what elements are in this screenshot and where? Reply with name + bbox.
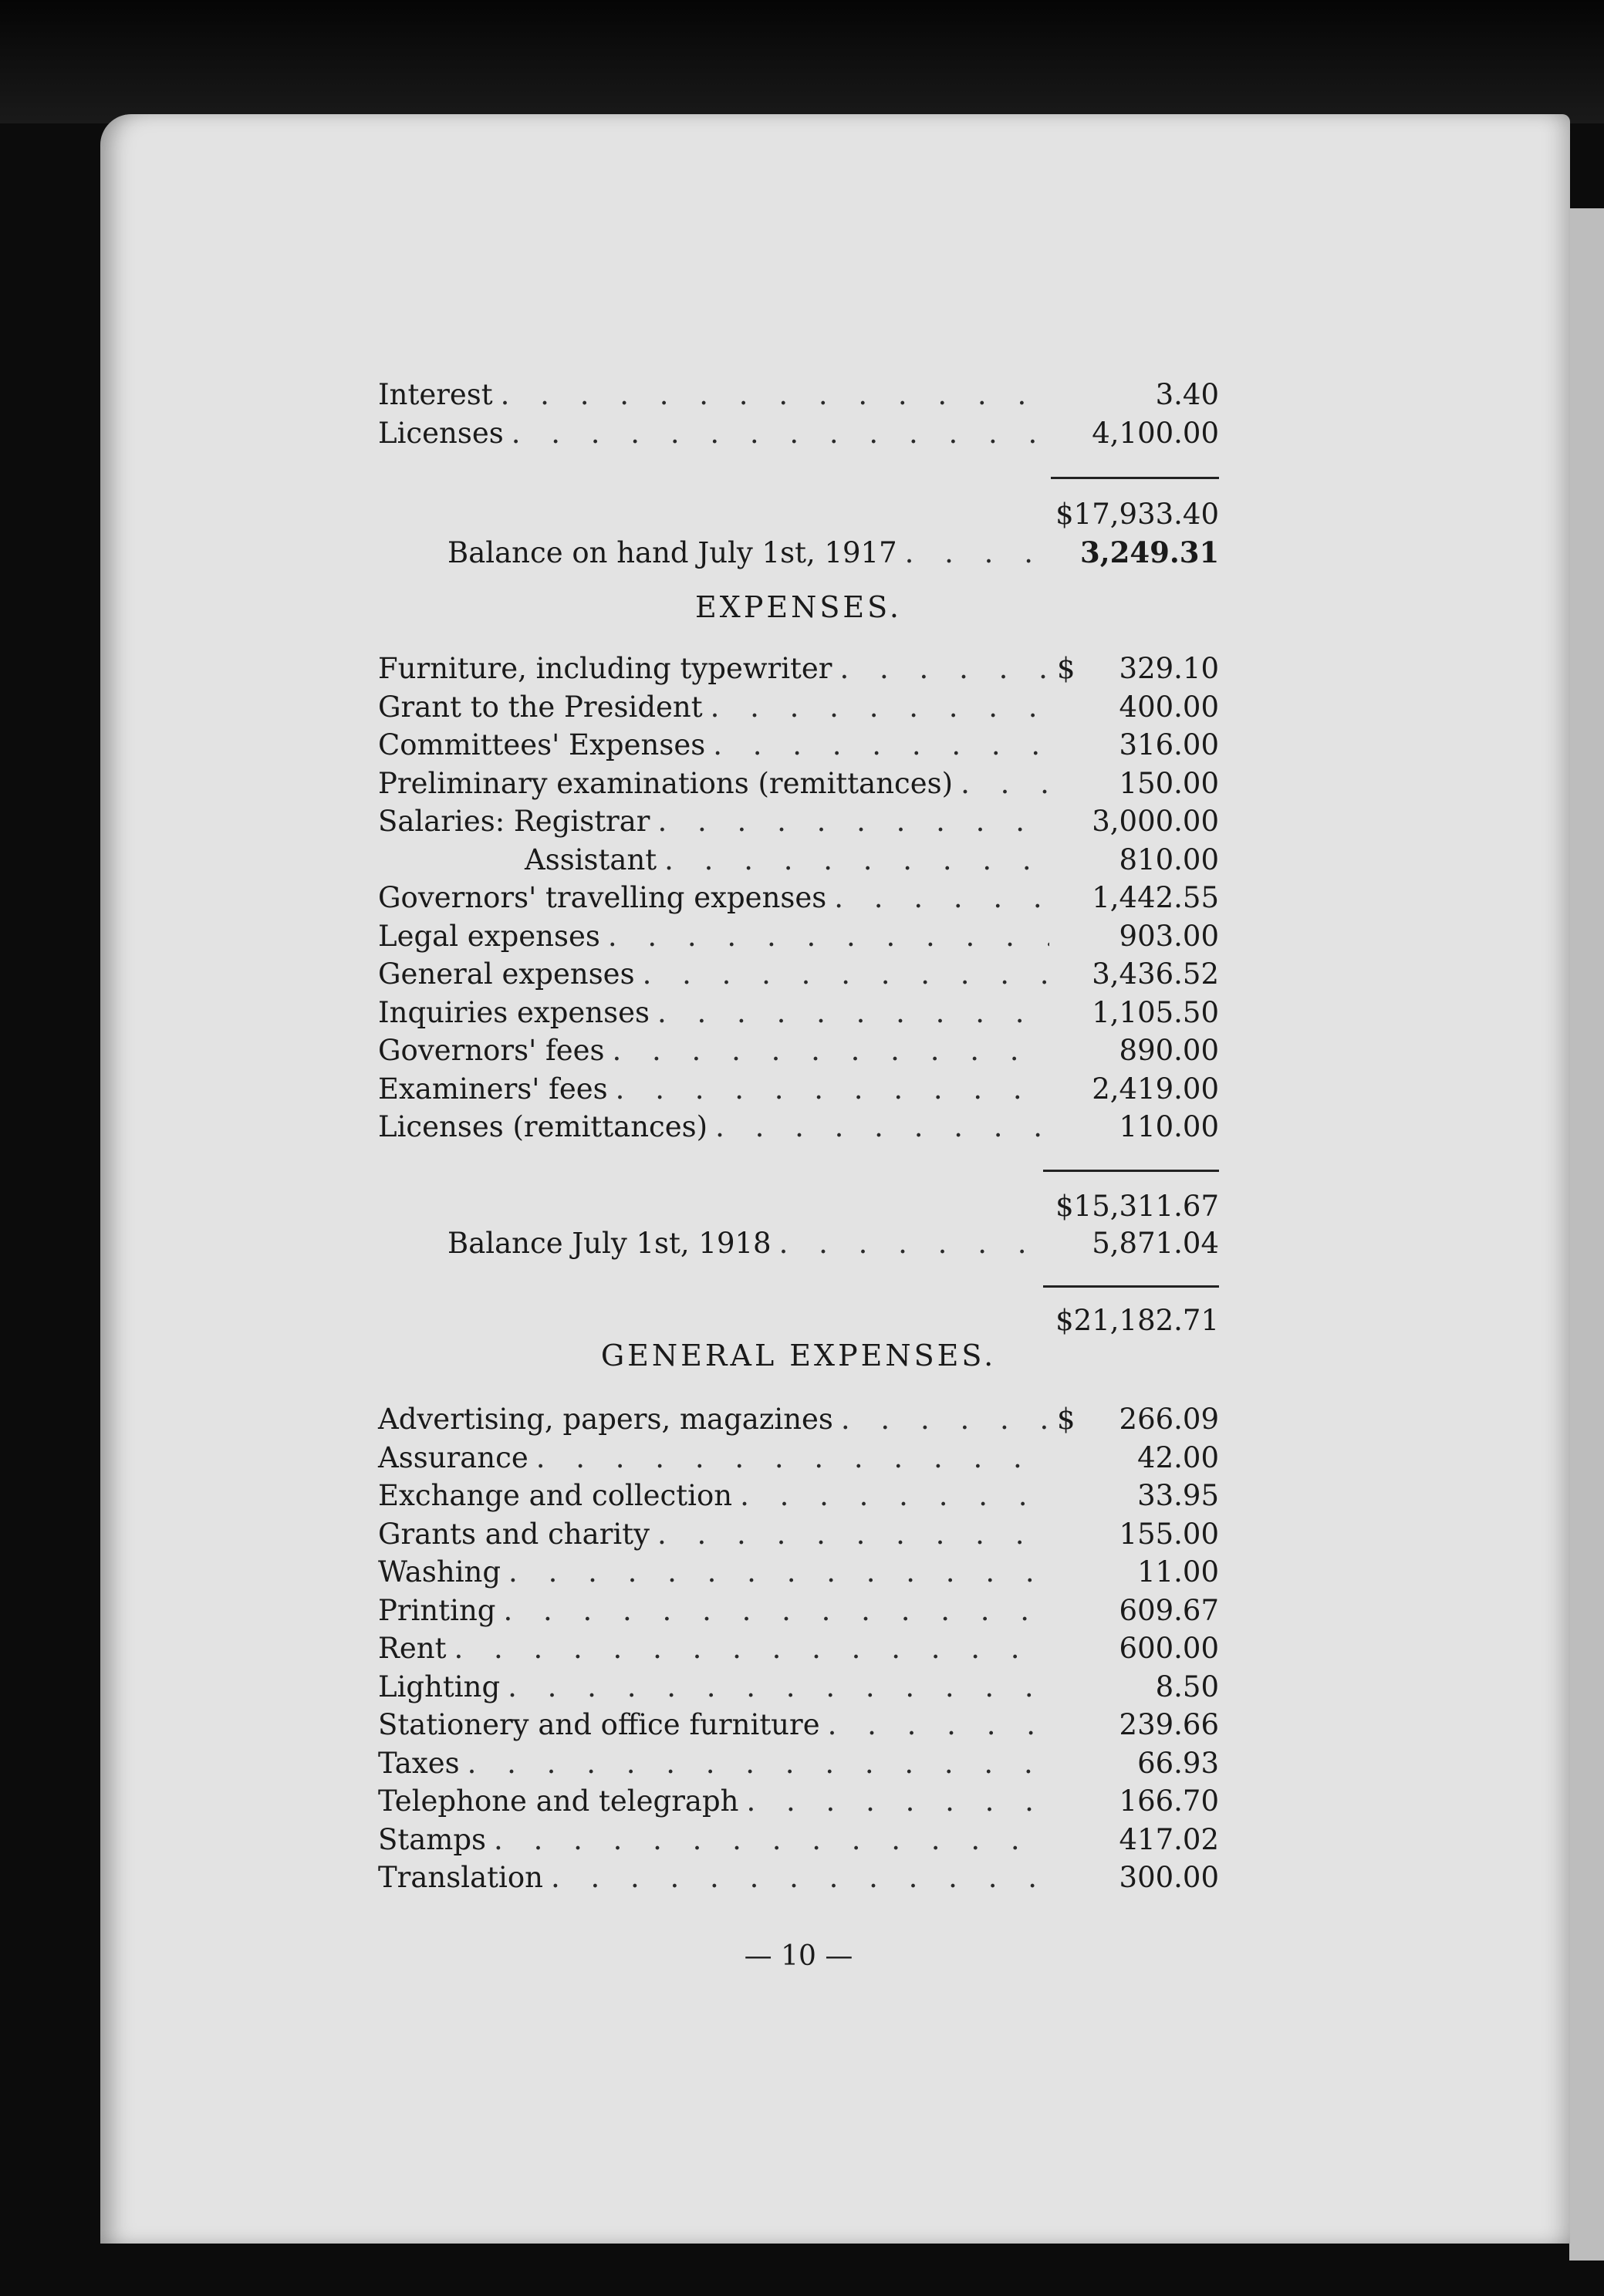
- row-dollar-sign: $: [1057, 652, 1076, 685]
- row-label: Telephone and telegraph: [378, 1784, 739, 1818]
- row-amount: 5,871.04: [1092, 1227, 1219, 1260]
- row-amount: 600.00: [1119, 1632, 1219, 1665]
- sum-rule: [1051, 477, 1219, 479]
- dot-leader: [503, 1594, 1049, 1627]
- row-amount: 8.50: [1155, 1670, 1219, 1703]
- row-dollar-sign: $: [1057, 1403, 1076, 1436]
- dot-leader: [613, 1034, 1049, 1067]
- dot-leader: [905, 536, 1049, 569]
- ledger-row: [378, 1632, 1219, 1669]
- row-amount: 316.00: [1119, 728, 1219, 761]
- dot-leader: [840, 652, 1050, 685]
- dot-leader: [657, 1518, 1049, 1551]
- row-amount: 810.00: [1119, 842, 1219, 876]
- ledger-row: [378, 920, 1219, 957]
- row-amount: 3,000.00: [1092, 805, 1219, 838]
- dot-leader: [961, 767, 1049, 800]
- row-label: Governors' travelling expenses: [378, 881, 827, 914]
- dot-leader: [454, 1632, 1049, 1665]
- row-label: Preliminary examinations (remittances): [378, 766, 954, 800]
- row-label: Licenses (remittances): [378, 1110, 708, 1143]
- row-amount: 4,100.00: [1092, 417, 1219, 450]
- row-label: Interest: [378, 378, 493, 411]
- row-label: Taxes: [378, 1746, 460, 1780]
- dot-leader: [841, 1403, 1049, 1436]
- dot-leader: [658, 805, 1050, 838]
- row-label: Printing: [378, 1593, 496, 1627]
- dot-leader: [834, 881, 1049, 914]
- row-amount: 903.00: [1119, 919, 1219, 953]
- ledger-row: [378, 1670, 1219, 1707]
- row-label: General expenses: [378, 957, 635, 991]
- row-amount: 329.10: [1119, 652, 1219, 685]
- row-label: Advertising, papers, magazines: [378, 1403, 833, 1436]
- ledger-row: [378, 1441, 1219, 1478]
- row-amount: 1,442.55: [1092, 881, 1219, 914]
- dot-leader: [616, 1072, 1049, 1106]
- ledger-row: [378, 1072, 1219, 1109]
- ledger-row: [378, 1861, 1219, 1898]
- row-amount: 400.00: [1119, 690, 1219, 724]
- ledger-row: [378, 1594, 1219, 1631]
- row-label: Balance July 1st, 1918: [447, 1227, 772, 1260]
- dot-leader: [512, 417, 1049, 450]
- scan-border: [0, 0, 1604, 123]
- row-label: Rent: [378, 1632, 447, 1665]
- income-total: $17,933.40: [1055, 498, 1219, 531]
- row-label: Stationery and office furniture: [378, 1708, 820, 1741]
- ledger-row: [378, 957, 1219, 994]
- ledger-row: [378, 690, 1219, 728]
- ledger-row: [378, 881, 1219, 918]
- ledger-row: [378, 378, 1219, 415]
- row-amount: 609.67: [1119, 1593, 1219, 1627]
- row-label: Committees' Expenses: [378, 728, 706, 761]
- row-label: Governors' fees: [378, 1034, 605, 1067]
- row-label: Assistant: [525, 842, 657, 876]
- dot-leader: [740, 1479, 1049, 1512]
- grand-total: $21,182.71: [1055, 1304, 1219, 1337]
- ledger-row: [378, 1708, 1219, 1745]
- adjacent-page-edge: [1569, 208, 1604, 2261]
- ledger-row: [378, 843, 1219, 880]
- row-amount: 155.00: [1119, 1517, 1219, 1551]
- row-amount: 3,436.52: [1092, 957, 1219, 991]
- row-label: Grant to the President: [378, 690, 703, 724]
- dot-leader: [643, 957, 1049, 991]
- row-label: Salaries: Registrar: [378, 805, 650, 838]
- row-amount: 239.66: [1119, 1708, 1219, 1741]
- row-label: Exchange and collection: [378, 1479, 733, 1512]
- row-label: Examiners' fees: [378, 1072, 608, 1106]
- row-label: Washing: [378, 1555, 501, 1589]
- ledger-row: [378, 1110, 1219, 1147]
- row-amount: 266.09: [1119, 1403, 1219, 1436]
- dot-leader: [779, 1227, 1049, 1260]
- row-label: Legal expenses: [378, 919, 600, 953]
- ledger-row: [378, 996, 1219, 1033]
- dot-leader: [508, 1555, 1049, 1589]
- row-amount: 1,105.50: [1092, 995, 1219, 1029]
- row-label: Translation: [378, 1861, 543, 1894]
- dot-leader: [711, 690, 1049, 724]
- ledger-row: [378, 805, 1219, 842]
- row-label: Inquiries expenses: [378, 995, 650, 1029]
- ledger-row: [378, 1034, 1219, 1071]
- row-label: Licenses: [378, 417, 504, 450]
- ledger-row-balance: [378, 1227, 1219, 1264]
- sum-rule: [1043, 1170, 1219, 1172]
- expenses-heading: EXPENSES.: [695, 590, 902, 624]
- dot-leader: [713, 728, 1049, 761]
- row-amount: 166.70: [1119, 1784, 1219, 1818]
- ledger-row-balance: [378, 535, 1219, 572]
- row-label: Grants and charity: [378, 1517, 650, 1551]
- ledger-row: [378, 1555, 1219, 1592]
- ledger-row: [378, 1479, 1219, 1516]
- row-label: Assurance: [378, 1440, 528, 1474]
- dot-leader: [508, 1670, 1049, 1703]
- ledger-row: [378, 652, 1219, 689]
- ledger-row: [378, 1823, 1219, 1860]
- general-expenses-heading: GENERAL EXPENSES.: [600, 1339, 997, 1373]
- dot-leader: [747, 1784, 1050, 1818]
- row-amount: 890.00: [1119, 1034, 1219, 1067]
- sum-rule: [1043, 1285, 1219, 1288]
- row-label: Balance on hand July 1st, 1917: [447, 536, 897, 569]
- ledger-row: [378, 417, 1219, 454]
- row-amount: 417.02: [1119, 1822, 1219, 1856]
- ledger-row: [378, 728, 1219, 765]
- ledger-row: [378, 1784, 1219, 1822]
- dot-leader: [536, 1441, 1049, 1474]
- ledger-row: [378, 1518, 1219, 1555]
- row-amount: 300.00: [1119, 1861, 1219, 1894]
- row-amount: 110.00: [1119, 1110, 1219, 1143]
- row-amount: 33.95: [1137, 1479, 1219, 1512]
- dot-leader: [828, 1708, 1049, 1741]
- ledger-row: [378, 1747, 1219, 1784]
- row-amount: 3.40: [1155, 378, 1219, 411]
- row-label: Furniture, including typewriter: [378, 652, 832, 685]
- dot-leader: [551, 1861, 1049, 1894]
- row-amount: 150.00: [1119, 766, 1219, 800]
- row-label: Stamps: [378, 1822, 487, 1856]
- expenses-total: $15,311.67: [1055, 1190, 1219, 1223]
- dot-leader: [715, 1110, 1049, 1143]
- dot-leader: [664, 843, 1049, 876]
- row-label: Lighting: [378, 1670, 501, 1703]
- row-amount: 2,419.00: [1092, 1072, 1219, 1106]
- row-amount: 42.00: [1137, 1440, 1219, 1474]
- ledger-row: [378, 767, 1219, 804]
- row-amount: 11.00: [1137, 1555, 1219, 1589]
- dot-leader: [657, 996, 1049, 1029]
- row-amount: 3,249.31: [1080, 535, 1220, 569]
- dot-leader: [501, 378, 1049, 411]
- dot-leader: [468, 1747, 1049, 1780]
- dot-leader: [608, 920, 1049, 953]
- row-amount: 66.93: [1137, 1746, 1219, 1780]
- page-number: — 10 —: [744, 1940, 853, 1972]
- ledger-row: [378, 1403, 1219, 1440]
- dot-leader: [494, 1823, 1049, 1856]
